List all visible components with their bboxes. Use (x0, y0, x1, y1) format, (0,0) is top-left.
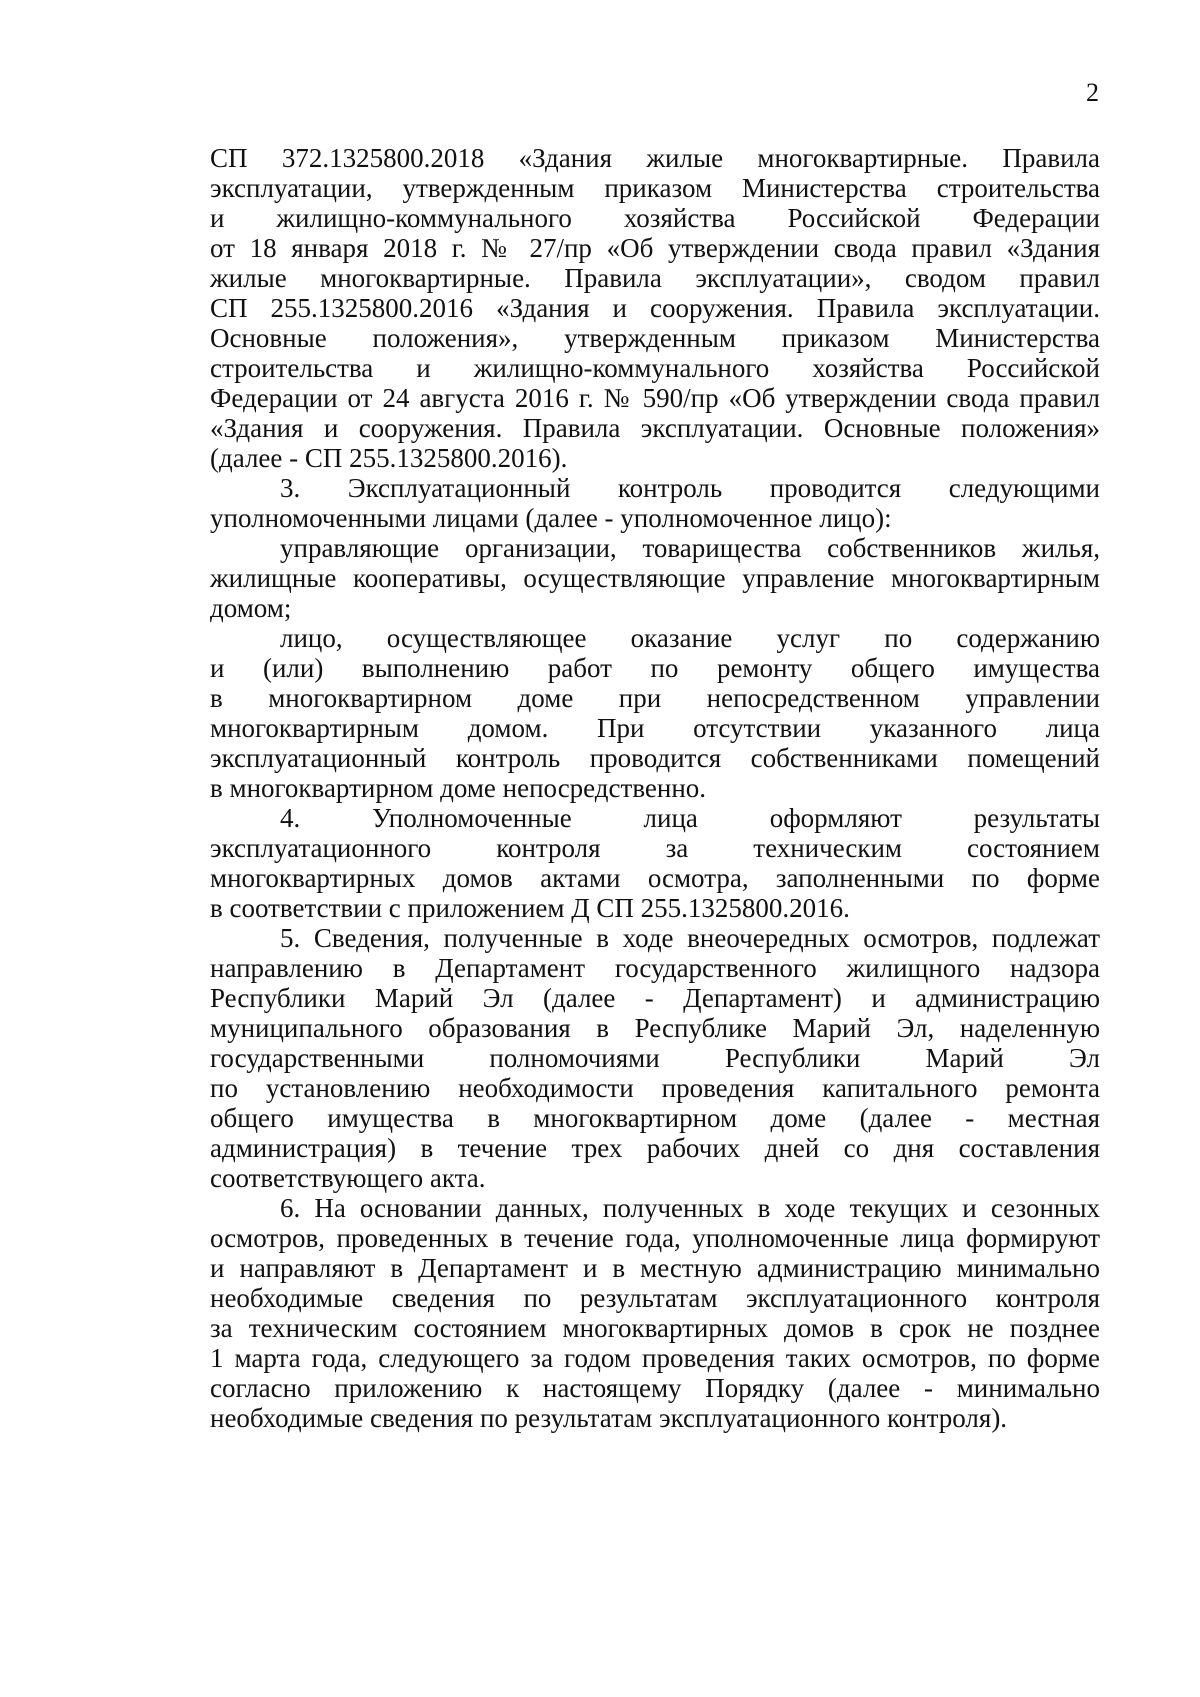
text-line: за техническим состоянием многоквартирных домов в срок не позднее (210, 1313, 1100, 1343)
text-line: общего имущества в многоквартирном доме (далее - местная (210, 1103, 1100, 1133)
text-line: СП 372.1325800.2018 «Здания жилые многоквартирные. Правила (210, 143, 1100, 173)
text-line: домом; (210, 593, 292, 623)
paragraph-start: 4. Уполномоченные лица оформляют результаты (280, 803, 1100, 833)
text-line: муниципального образования в Республике Марий Эл, наделенную (210, 1013, 1100, 1043)
text-line: Основные положения», утвержденным приказом Министерства (210, 323, 1100, 353)
text-line: и направляют в Департамент и в местную администрацию минимально (210, 1253, 1100, 1283)
text-line: в многоквартирном доме непосредственно. (210, 773, 707, 803)
text-line: эксплуатационный контроль проводится собственниками помещений (210, 743, 1100, 773)
text-line: уполномоченными лицами (далее - уполномоченное лицо): (210, 503, 892, 533)
paragraph-start: 3. Эксплуатационный контроль проводится следующими (280, 473, 1100, 503)
text-line: «Здания и сооружения. Правила эксплуатации. Основные положения» (210, 413, 1100, 443)
paragraph-start: управляющие организации, товарищества собственников жилья, (280, 533, 1100, 563)
text-line: жилищные кооперативы, осуществляющие управление многоквартирным (210, 563, 1100, 593)
text-line: многоквартирным домом. При отсутствии указанного лица (210, 713, 1100, 743)
text-line: и (или) выполнению работ по ремонту общего имущества (210, 653, 1100, 683)
text-line: необходимые сведения по результатам эксплуатационного контроля (210, 1283, 1100, 1313)
text-line: государственными полномочиями Республики Марий Эл (210, 1043, 1100, 1073)
page-number: 2 (1086, 78, 1099, 107)
paragraph-start: лицо, осуществляющее оказание услуг по содержанию (280, 623, 1100, 653)
text-line: 1 марта года, следующего за годом проведения таких осмотров, по форме (210, 1343, 1100, 1373)
text-line: многоквартирных домов актами осмотра, заполненными по форме (210, 863, 1100, 893)
text-line: Федерации от 24 августа 2016 г. № 590/пр «Об утверждении свода правил (210, 383, 1100, 413)
text-line: жилые многоквартирные. Правила эксплуатации», сводом правил (210, 263, 1100, 293)
text-line: соответствующего акта. (210, 1163, 486, 1193)
text-line: СП 255.1325800.2016 «Здания и сооружения. Правила эксплуатации. (210, 293, 1100, 323)
text-line: в соответствии с приложением Д СП 255.1325800.2016. (210, 893, 850, 923)
text-line: в многоквартирном доме при непосредственном управлении (210, 683, 1100, 713)
text-line: по установлению необходимости проведения капитального ремонта (210, 1073, 1100, 1103)
paragraph-start: 5. Сведения, полученные в ходе внеочередных осмотров, подлежат (280, 923, 1100, 953)
text-line: Республики Марий Эл (далее - Департамент) и администрацию (210, 983, 1100, 1013)
text-line: строительства и жилищно-коммунального хозяйства Российской (210, 353, 1100, 383)
text-line: эксплуатационного контроля за техническим состоянием (210, 833, 1100, 863)
text-line: и жилищно-коммунального хозяйства Российской Федерации (210, 203, 1100, 233)
text-line: согласно приложению к настоящему Порядку (далее - минимально (210, 1373, 1100, 1403)
text-line: от 18 января 2018 г. № 27/пр «Об утверждении свода правил «Здания (210, 233, 1100, 263)
text-line: необходимые сведения по результатам эксплуатационного контроля). (210, 1403, 1008, 1433)
text-line: осмотров, проведенных в течение года, уполномоченные лица формируют (210, 1223, 1100, 1253)
paragraph-start: 6. На основании данных, полученных в ходе текущих и сезонных (280, 1193, 1100, 1223)
text-line: направлению в Департамент государственного жилищного надзора (210, 953, 1100, 983)
text-line: (далее - СП 255.1325800.2016). (210, 443, 568, 473)
text-line: эксплуатации, утвержденным приказом Министерства строительства (210, 173, 1100, 203)
text-line: администрация) в течение трех рабочих дней со дня составления (210, 1133, 1100, 1163)
